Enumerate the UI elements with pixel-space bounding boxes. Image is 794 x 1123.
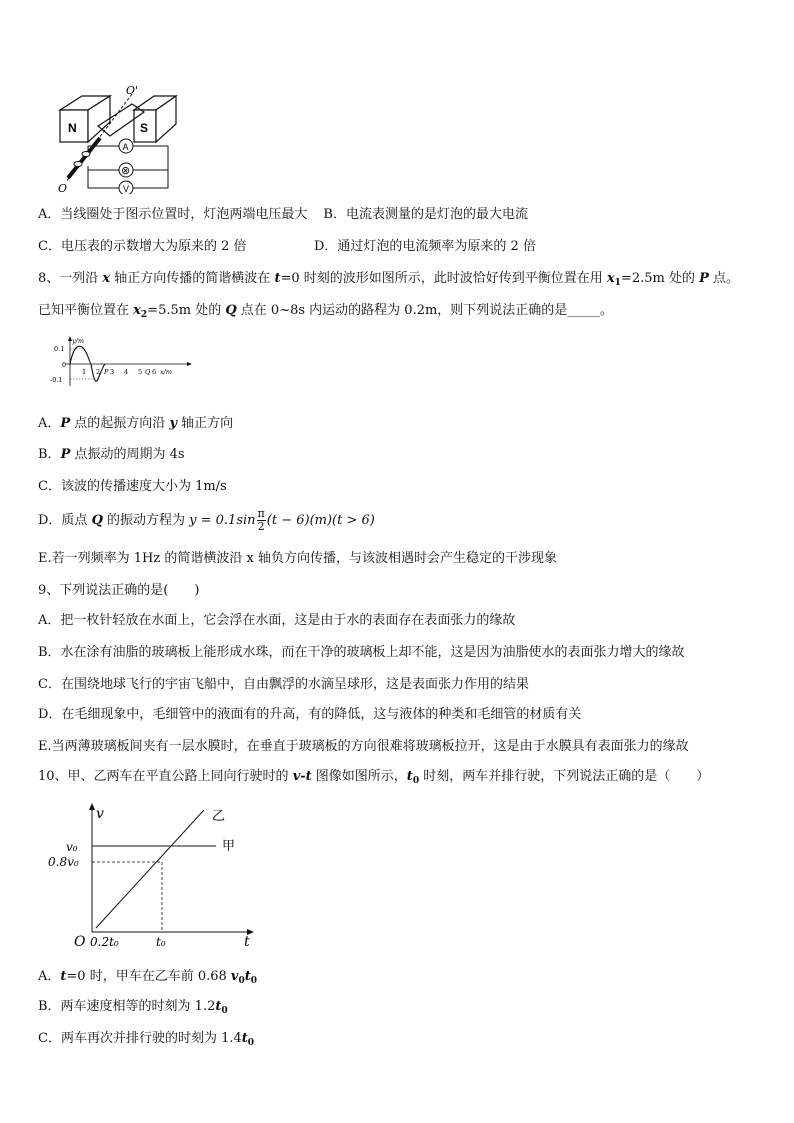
q9-stem bbox=[38, 582, 199, 600]
q10-var-t: t bbox=[241, 1031, 248, 1046]
generator-diagram bbox=[48, 82, 178, 194]
q7-options-row1 bbox=[38, 206, 528, 224]
q10-stem-text: 图像如图所示， bbox=[311, 769, 407, 784]
p-point-label: P bbox=[104, 368, 109, 376]
q9-option-b bbox=[38, 644, 685, 662]
x-tick-3: 3 bbox=[110, 368, 115, 376]
q10-sub: 0 bbox=[412, 776, 420, 786]
q8-var-t: t bbox=[274, 271, 281, 286]
x-tick-1: 1 bbox=[82, 368, 87, 376]
q10-var-t0: t bbox=[406, 769, 413, 784]
q8-stem-line2 bbox=[38, 302, 613, 320]
q7-option-c: C．电压表的示数增大为原来的 2 倍 bbox=[38, 239, 247, 254]
generator-figure bbox=[48, 82, 178, 194]
q8-option-text: C．该波的传播速度大小为 1m/s bbox=[38, 479, 227, 494]
q10-option-b bbox=[38, 998, 228, 1016]
jia-line-label: 甲 bbox=[222, 839, 236, 854]
q7-option-a: A．当线圈处于图示位置时，灯泡两端电压最大 bbox=[38, 207, 308, 222]
q10-var-t: t bbox=[60, 969, 67, 984]
t0-tick-label: t₀ bbox=[156, 935, 166, 948]
q8-stem-line1 bbox=[38, 270, 739, 288]
v08-tick-label: 0.8v₀ bbox=[48, 855, 79, 869]
y-axis-label: y/m bbox=[72, 337, 85, 345]
y-tick-min: -0.1 bbox=[50, 376, 63, 384]
y-tick-zero: 0 bbox=[62, 361, 67, 369]
q8-var-p: P bbox=[699, 271, 709, 286]
vt-graph bbox=[44, 800, 260, 948]
q7-option-b: B．电流表测量的是灯泡的最大电流 bbox=[323, 207, 528, 222]
q8-option-c bbox=[38, 478, 227, 496]
q10-stem-text: 10、甲、乙两车在平直公路上同向行驶时的 bbox=[38, 769, 293, 784]
q8-option-text: B． bbox=[38, 447, 61, 462]
q10-option-text: =0 时，甲车在乙车前 0.68 bbox=[66, 969, 231, 984]
q10-option-c bbox=[38, 1030, 254, 1048]
q8-stem-text: 已知平衡位置在 bbox=[38, 303, 134, 318]
q9-option-a bbox=[38, 612, 515, 630]
q10-var-t: t bbox=[215, 999, 222, 1014]
q8-sub: 2 bbox=[140, 310, 148, 320]
s-pole-label: S bbox=[140, 121, 149, 135]
v-axis-label: v bbox=[96, 806, 104, 822]
q9-option-c bbox=[38, 676, 529, 694]
t-axis-label: t bbox=[244, 934, 250, 948]
x-tick-6: 6 bbox=[152, 368, 157, 376]
q10-option-text: C．两车再次并排行驶的时刻为 1.4 bbox=[38, 1031, 242, 1046]
n-pole-label: N bbox=[68, 121, 77, 135]
origin-label: O bbox=[74, 934, 86, 948]
q8-sub: 1 bbox=[614, 278, 621, 288]
q10-var-v: v bbox=[230, 969, 239, 984]
q8-answer-blank[interactable]: _____ bbox=[567, 303, 600, 318]
q9-option-e bbox=[38, 738, 689, 756]
q9-option-text: C．在围绕地球飞行的宇宙飞船中，自由飘浮的水滴呈球形，这是表面张力作用的结果 bbox=[38, 677, 529, 692]
q10-var-vt: v-t bbox=[292, 769, 312, 784]
q8-equation-part1: y = 0.1sin bbox=[189, 513, 256, 528]
x-axis-label: x/m bbox=[160, 368, 173, 376]
q8-option-e bbox=[38, 550, 557, 568]
q8-option-b bbox=[38, 446, 185, 464]
q8-var-q: Q bbox=[91, 513, 103, 528]
q10-option-a bbox=[38, 968, 257, 986]
axis-bottom-label: O bbox=[58, 182, 68, 194]
q8-stem-text: 轴正方向传播的简谐横波在 bbox=[110, 271, 275, 286]
q8-var-x2: x bbox=[133, 303, 141, 318]
q9-option-text: D．在毛细现象中，毛细管中的液面有的升高，有的降低，这与液体的种类和毛细管的材质有关 bbox=[38, 707, 582, 722]
q10-sub: 0 bbox=[250, 976, 258, 986]
q7-options-row2 bbox=[38, 238, 536, 256]
wave-graph bbox=[40, 334, 200, 390]
ammeter-label: A bbox=[122, 142, 129, 152]
q9-option-text: A．把一枚针轻放在水面上，它会浮在水面，这是由于水的表面存在表面张力的缘故 bbox=[38, 613, 516, 628]
q8-var-x1: x bbox=[606, 271, 615, 286]
q10-var-t: t bbox=[244, 969, 251, 984]
x-tick-2: 2 bbox=[96, 368, 101, 376]
q10-stem-text: 时刻，两车并排行驶，下列说法正确的是（ ） bbox=[419, 769, 710, 784]
q9-stem-text: 9、下列说法正确的是( ) bbox=[38, 583, 200, 598]
q8-var-x: x bbox=[102, 271, 111, 286]
q10-stem bbox=[38, 768, 709, 786]
q10-option-text: A． bbox=[38, 969, 61, 984]
q8-option-text: 点的起振方向沿 bbox=[70, 416, 170, 431]
y-tick-max: 0.1 bbox=[54, 345, 65, 353]
yi-line-label: 乙 bbox=[212, 809, 226, 824]
q8-option-text: 点振动的周期为 4s bbox=[70, 447, 185, 462]
q8-option-d bbox=[38, 508, 375, 534]
q8-stem-text: 。 bbox=[599, 303, 613, 318]
q8-option-a bbox=[38, 415, 233, 433]
q10-vt-figure bbox=[44, 800, 260, 948]
q9-option-text: B．水在涂有油脂的玻璃板上能形成水珠，而在干净的玻璃板上却不能，这是因为油脂使水的表面张力增大的缘故 bbox=[38, 645, 685, 660]
q8-equation-fraction bbox=[257, 508, 266, 533]
x-tick-5: 5 bbox=[138, 368, 143, 376]
q10-sub: 0 bbox=[238, 976, 245, 986]
q8-stem-text: =0 时刻的波形如图所示，此时波恰好传到平衡位置在用 bbox=[280, 271, 607, 286]
q8-stem-text: 8、一列沿 bbox=[38, 271, 103, 286]
q8-var-y: y bbox=[169, 416, 177, 431]
q8-option-text: 的振动方程为 bbox=[102, 513, 190, 528]
v0-tick-label: v₀ bbox=[66, 840, 78, 854]
t02-tick-label: 0.2t₀ bbox=[90, 935, 119, 948]
q8-wave-figure bbox=[40, 334, 200, 390]
q8-option-text: D．质点 bbox=[38, 513, 92, 528]
x-tick-4: 4 bbox=[124, 368, 129, 376]
voltmeter-label: V bbox=[123, 184, 130, 194]
q9-option-d bbox=[38, 706, 581, 724]
q8-stem-text: =2.5m 处的 bbox=[620, 271, 700, 286]
q10-sub: 0 bbox=[221, 1006, 228, 1016]
q8-stem-text: 点。 bbox=[708, 271, 740, 286]
q10-sub: 0 bbox=[247, 1038, 255, 1048]
q8-option-text: A． bbox=[38, 416, 61, 431]
q8-var-q: Q bbox=[225, 303, 237, 318]
lamp-symbol: ⊗ bbox=[121, 164, 131, 177]
fraction-numerator: π bbox=[257, 507, 265, 520]
q8-equation-part2: (t − 6)(m)(t > 6) bbox=[266, 513, 375, 528]
axis-top-label: O' bbox=[126, 84, 139, 97]
q8-stem-text: 点在 0~8s 内运动的路程为 0.2m，则下列说法正确的是 bbox=[236, 303, 568, 318]
q8-stem-text: =5.5m 处的 bbox=[147, 303, 226, 318]
q-point-label: Q bbox=[145, 368, 151, 376]
q10-option-text: B．两车速度相等的时刻为 1.2 bbox=[38, 999, 216, 1014]
q8-option-text: E.若一列频率为 1Hz 的简谐横波沿 x 轴负方向传播，与该波相遇时会产生稳定的干涉现象 bbox=[38, 551, 557, 566]
fraction-denominator: 2 bbox=[257, 520, 265, 533]
q8-var-p: P bbox=[60, 416, 71, 431]
q7-option-d: D．通过灯泡的电流频率为原来的 2 倍 bbox=[314, 239, 536, 254]
q9-option-text: E.当两薄玻璃板间夹有一层水膜时，在垂直于玻璃板的方向很难将玻璃板拉开，这是由于水膜具有表面张力的缘故 bbox=[38, 739, 689, 754]
q8-option-text: 轴正方向 bbox=[177, 416, 234, 431]
q8-var-p: P bbox=[60, 447, 71, 462]
